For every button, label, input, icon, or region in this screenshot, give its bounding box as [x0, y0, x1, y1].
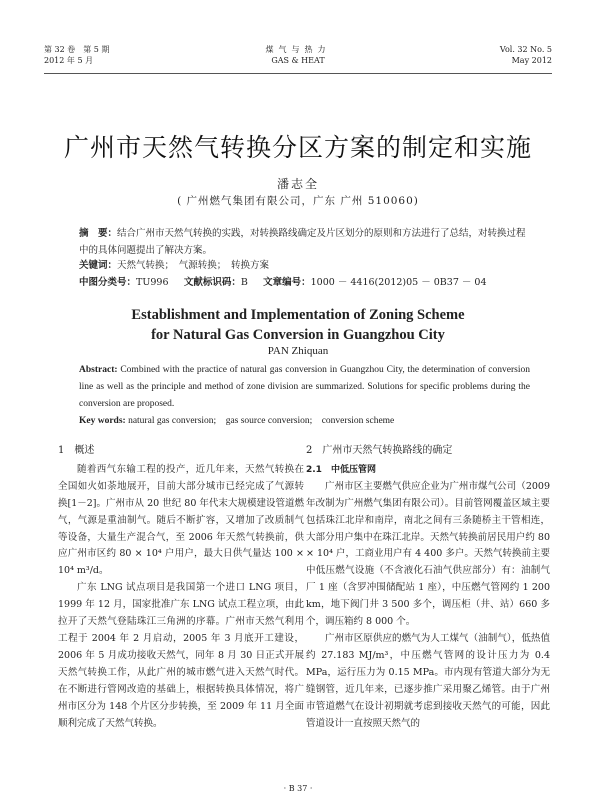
- header-rule: [44, 73, 552, 74]
- journal-name-en: GAS & HEAT: [271, 56, 325, 65]
- section2-paragraph: 广州市区主要燃气供应企业为广州市煤气公司（2009 年改制为广州燃气集团有限公司）。目前管网覆盖区域主要包括珠江北岸和南岸，南北之间有三条随桥主干管相连，大部分用户集中在珠江北岸。天然气转换前居民用户约 80 × 10⁴ 户，工商业用户有 4 400 多户。天然气转换前主要中低压燃气设施（不含液化石油气供应部分）有：油制气厂 1 座（含罗冲围储配站 1 座），中压燃气管网约 1 200 km，地下阀门井 3 500 多个，调压柜（井、站）660 多个，调压箱约 8 000 个。: [306, 480, 550, 628]
- article-number-label: 文章编号：: [263, 277, 311, 288]
- classification-line: [79, 274, 530, 291]
- author-cn: 潘志全: [276, 177, 319, 191]
- section2-subheading: 2.1 中低压管网: [306, 464, 376, 475]
- section1-paragraph: 广东 LNG 试点项目是我国第一个进口 LNG 项目，1999 年 12 月，国家批准广东 LNG 试点工程立项，由此拉开了天然气登陆珠江三角洲的序幕。广州市天然气利用工程于 2004 年 2 月启动，2005 年 3 月底开工建设，2006 年 5 月成功接收天然气，同年 8 月 30 日正式开展天然气转换工作，从此广州的城市燃气进入天然气时代。在不断进行管网改造的基础上，根据转换具体情况，将广州市区分为 148 个片区分步转换，至 2009 年 11 月全面顺利完成了天然气转换。: [58, 582, 304, 729]
- left-column: [58, 443, 304, 732]
- abstract-en-label: Abstract:: [79, 365, 118, 375]
- volume-issue-en: Vol. 32 No. 5: [499, 45, 552, 54]
- keywords-en: [79, 413, 530, 430]
- abstract-cn: [79, 225, 530, 259]
- keywords-cn-label: 关键词：: [79, 260, 118, 271]
- article-number-value: 1000 － 4416(2012)05 － 0B37 － 04: [310, 277, 487, 288]
- doc-code-value: B: [240, 277, 248, 288]
- abstract-en: [79, 362, 530, 413]
- section2-paragraph: 广州市区原供应的燃气为人工煤气（油制气），低热值约 27.183 MJ/m³，中压燃气管网的设计压力为 0.4 MPa，运行压力为 0.15 MPa。市内现有管道大部分为无缝钢管，近几年来，已逐步推广采用聚乙烯管。由于广州市管道燃气在设计初期就考虑到接收天然气的可能，因此管道设计一直按照天然气的: [306, 632, 550, 729]
- section1-paragraph: 随着西气东输工程的投产，近几年来，天然气转换在全国如火如荼地展开，目前大部分城市已经完成了气源转换[1－2]。广州市从 20 世纪 80 年代末大规模建设管道燃气，气源是重油制气。随后不断扩容，又增加了改质制气等设备，大量生产混合气，至 2006 年天然气转换前，供应广州市区约 80 × 10⁴ 户用户，最大日供气量达 100 × 10⁴ m³/d。: [58, 463, 304, 577]
- keywords-en-text: natural gas conversion; gas source conversion; conversion scheme: [125, 416, 395, 426]
- keywords-cn-text: 天然气转换； 气源转换； 转换方案: [117, 260, 270, 271]
- affiliation-cn: ( 广州燃气集团有限公司，广东 广州 510060): [177, 195, 419, 207]
- clc-value: TU996: [136, 277, 169, 288]
- keywords-cn: [79, 257, 530, 274]
- journal-name-cn: 煤气与热力: [265, 45, 331, 54]
- date-cn: 2012 年 5 月: [44, 56, 94, 65]
- section1-heading: 1 概述: [58, 445, 95, 456]
- paper-title-en-line1: Establishment and Implementation of Zoning Scheme: [131, 307, 465, 323]
- section2-heading: 2 广州市天然气转换路线的确定: [306, 445, 453, 456]
- abstract-en-text: Combined with the practice of natural gas conversion in Guangzhou City, the determination of conversion line as well as the principle and method of zone division are summarized. Solutions for specific problems during the conversion are proposed.: [79, 365, 530, 409]
- clc-label: 中图分类号：: [79, 277, 137, 288]
- header-center: [44, 44, 552, 66]
- paper-title-en: [0, 305, 596, 345]
- keywords-en-label: Key words:: [79, 416, 126, 426]
- abstract-cn-label: 摘 要：: [79, 228, 118, 239]
- page-number: · B 37 ·: [283, 784, 313, 793]
- doc-code-label: 文献标识码：: [183, 277, 241, 288]
- running-header: [44, 44, 552, 74]
- header-right: [500, 44, 552, 66]
- volume-issue: 第 32 卷 第 5 期: [44, 45, 110, 54]
- paper-title-en-line2: for Natural Gas Conversion in Guangzhou City: [151, 327, 445, 343]
- abstract-cn-text: 结合广州市天然气转换的实践，对转换路线确定及片区划分的原则和方法进行了总结，对转换过程中的具体问题提出了解决方案。: [79, 228, 526, 256]
- date-en: May 2012: [511, 56, 552, 65]
- author-en: PAN Zhiquan: [267, 345, 329, 357]
- paper-title-cn: 广州市天然气转换分区方案的制定和实施: [63, 133, 532, 162]
- right-column: [306, 443, 550, 732]
